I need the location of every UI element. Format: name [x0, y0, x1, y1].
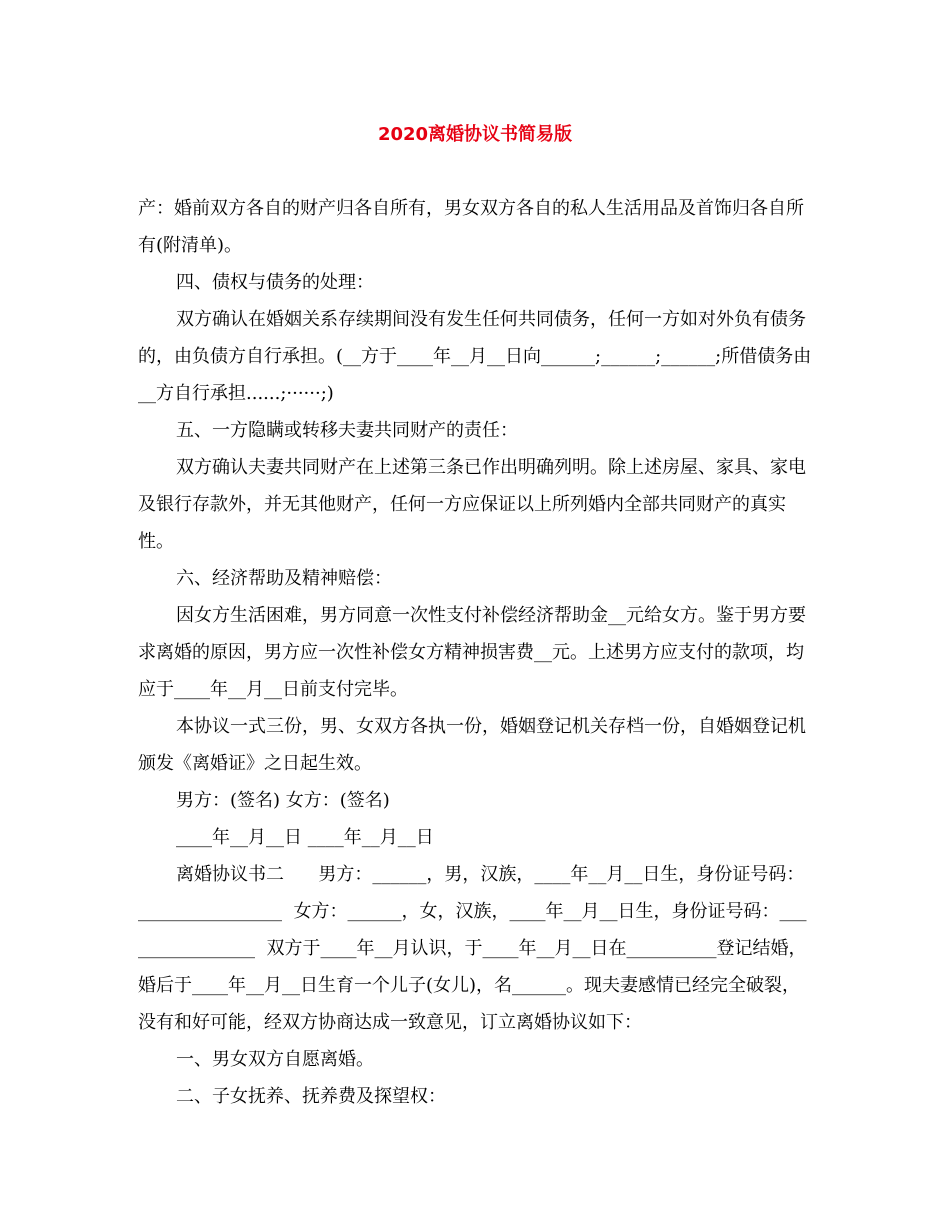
document-body [138, 190, 812, 1115]
paragraph-property: 产：婚前双方各自的财产归各自所有，男女双方各自的私人生活用品及首饰归各自所有(附清单)。 [138, 198, 804, 256]
paragraph-debts: 双方确认在婚姻关系存续期间没有发生任何共同债务，任何一方如对外负有债务的，由负债方自行承担。(__方于____年__月__日向______;______;______;所借债务由__方自行承担......;······;) [138, 309, 812, 404]
paragraph-compensation: 因女方生活困难，男方同意一次性支付补偿经济帮助金__元给女方。鉴于男方要求离婚的原因，男方应一次性补偿女方精神损害费__元。上述男方应支付的款项，均应于____年__月__日前支付完毕。 [138, 605, 806, 700]
paragraph-concealment: 双方确认夫妻共同财产在上述第三条已作出明确列明。除上述房屋、家具、家电及银行存款外，并无其他财产，任何一方应保证以上所列婚内全部共同财产的真实性。 [138, 457, 806, 552]
heading-child-custody: 二、子女抚养、抚养费及探望权： [176, 1086, 446, 1107]
heading-voluntary-divorce: 一、男女双方自愿离婚。 [176, 1049, 374, 1070]
heading-debts: 四、债权与债务的处理： [176, 272, 374, 293]
paragraph-agreement-two: 离婚协议书二 男方：______，男，汉族，____年__月__日生，身份证号码：________________ 女方：______，女，汉族，____年__月__日生，身份证号码：________________ 双方于____年__月认识，于____年__月__日在__________登记结婚，婚后于____年__月__日生育一个儿子(女儿)，名______。现夫妻感情已经完全破裂，没有和好可能，经双方协商达成一致意见，订立离婚协议如下： [138, 864, 807, 1033]
date-line: ____年__月__日 ____年__月__日 [176, 827, 434, 848]
heading-concealment: 五、一方隐瞒或转移夫妻共同财产的责任： [176, 420, 518, 441]
document-title: 2020离婚协议书简易版 [377, 124, 573, 145]
paragraph-copies: 本协议一式三份，男、女双方各执一份，婚姻登记机关存档一份，自婚姻登记机颁发《离婚证》之日起生效。 [138, 716, 806, 774]
signature-line: 男方：(签名) 女方：(签名) [176, 790, 390, 811]
heading-compensation: 六、经济帮助及精神赔偿： [176, 568, 392, 589]
